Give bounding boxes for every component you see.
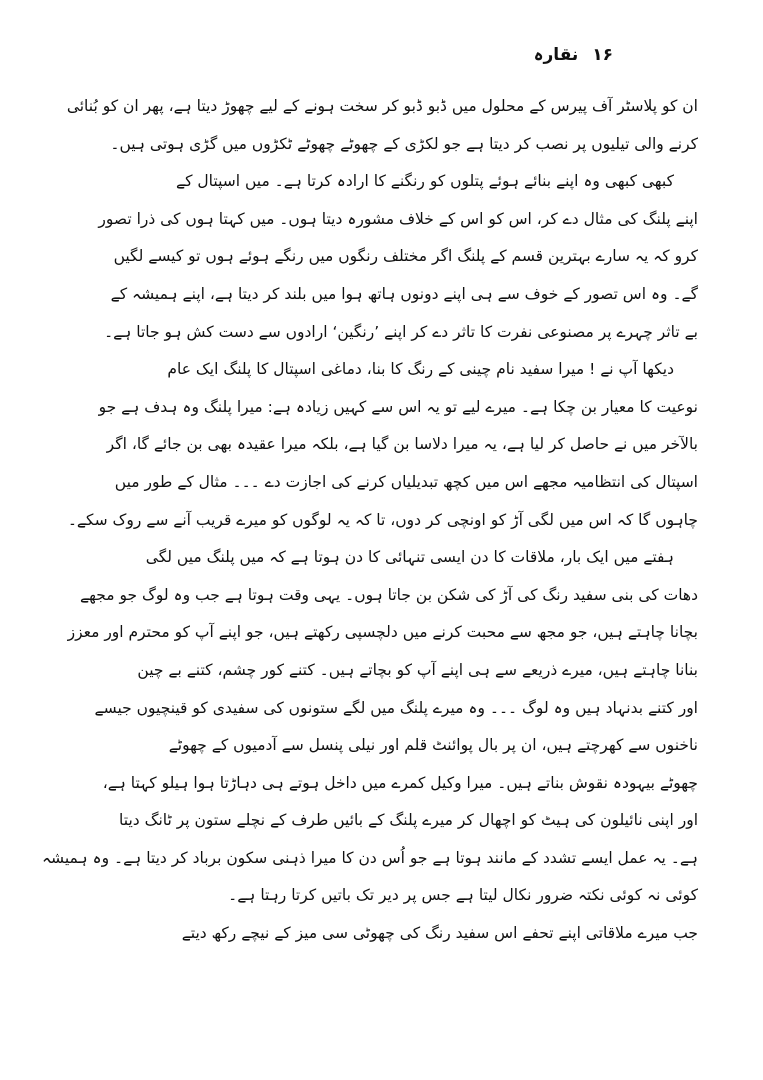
book-title: نقارہ [533,45,579,65]
text-line: کبھی کبھی وہ اپنے بنائے ہوئے پتلوں کو رنگنے کا ارادہ کرتا ہے۔ میں اسپتال کے [176,172,674,191]
page-body [41,88,698,953]
text-line: بچانا چاہتے ہیں، جو مجھ سے محبت کرنے میں دلچسپی رکھتے ہیں، جو اپنے آپ کو محترم اور معزز [67,623,698,642]
text-line: کرنے والی تیلیوں پر نصب کر دیتا ہے جو لکڑی کے چھوٹے چھوٹے ٹکڑوں میں گڑی ہوتی ہیں۔ [110,134,698,153]
text-line: ناخنوں سے کھرچتے ہیں، ان پر بال پوائنٹ قلم اور نیلی پنسل سے آدمیوں کے چھوٹے [168,736,698,755]
text-line: ہفتے میں ایک بار، ملاقات کا دن ایسی تنہائی کا دن ہوتا ہے کہ میں پلنگ میں لگی [145,548,674,567]
text-line: کوئی نہ کوئی نکتہ ضرور نکال لیتا ہے جس پر دیر تک باتیں کرتا رہتا ہے۔ [228,886,698,905]
text-line: کرو کہ یہ سارے بہترین قسم کے پلنگ اگر مختلف رنگوں میں رنگے ہوئے ہوں تو کیسے لگیں [113,247,698,266]
text-line: اپنے پلنگ کی مثال دے کر، اس کو اس کے خلاف مشورہ دیتا ہوں۔ میں کہتا ہوں کی ذرا تصور [98,209,698,228]
text-line: بے تاثر چہرے پر مصنوعی نفرت کا تاثر دے کر اپنے ’رنگین‘ ارادوں سے دست کش ہو جاتا ہے۔ [104,322,698,341]
text-line: بنانا چاہتے ہیں، میرے ذریعے سے ہی اپنے آپ کو بچاتے ہیں۔ کتنے کور چشم، کتنے بے چین [137,660,698,679]
text-line: اور اپنی نائیلون کی ہیٹ کو اچھال کر میرے پلنگ کے بائیں طرف کے نچلے ستون پر ٹانگ دیتا [119,811,698,830]
text-line: دیکھا آپ نے ! میرا سفید نام چینی کے رنگ کا بنا، دماغی اسپتال کا پلنگ ایک عام [167,360,674,379]
text-line: ان کو پلاسٹر آف پیرس کے محلول میں ڈبو ڈبو کر سخت ہونے کے لیے چھوڑ دیتا ہے، پھر ان کو بُنائی [66,97,698,115]
text-line: چاہوں گا کہ اس میں لگی آڑ کو اونچی کر دوں، تا کہ یہ لوگوں کو میرے قریب آنے سے روک سکے۔ [67,510,698,529]
text-line: اور کتنے بدنہاد ہیں وہ لوگ ۔۔۔ وہ میرے پلنگ میں لگے ستونوں کی سفیدی کو قینچیوں جیسے [94,698,698,717]
text-line: دھات کی بنی سفید رنگ کی آڑ کی شکن بن جاتا ہوں۔ یہی وقت ہوتا ہے جب وہ لوگ جو مجھے [79,585,698,604]
text-line: ہے۔ یہ عمل ایسے تشدد کے مانند ہوتا ہے جو اُس دن کا میرا ذہنی سکون برباد کر دیتا ہے۔ وہ ہمیشہ [41,848,698,867]
text-line: اسپتال کی انتظامیہ مجھے اس میں کچھ تبدیلیاں کرنے کی اجازت دے ۔۔۔ مثال کے طور میں [114,472,698,491]
text-line: گے۔ وہ اس تصور کے خوف سے ہی اپنے دونوں ہاتھ ہوا میں بلند کر دیتا ہے، اپنے ہمیشہ کے [110,284,698,303]
text-line: چھوٹے بیہودہ نقوش بناتے ہیں۔ میرا وکیل کمرے میں داخل ہوتے ہی دہاڑتا ہوا ہیلو کہتا ہے، [102,773,698,792]
text-line: بالآخر میں نے حاصل کر لیا ہے، یہ میرا دلاسا بن گیا ہے، بلکہ میرا عقیدہ بھی بن جائے گا، اگر [106,435,698,454]
page-number: ۱۶ [592,45,613,65]
text-line: نوعیت کا معیار بن چکا ہے۔ میرے لیے تو یہ اس سے کہیں زیادہ ہے: میرا پلنگ وہ ہدف ہے جو [98,397,698,416]
text-line: جب میرے ملاقاتی اپنے تحفے اس سفید رنگ کی چھوٹی سی میز کے نیچے رکھ دیتے [181,924,698,943]
page-header [534,44,613,65]
